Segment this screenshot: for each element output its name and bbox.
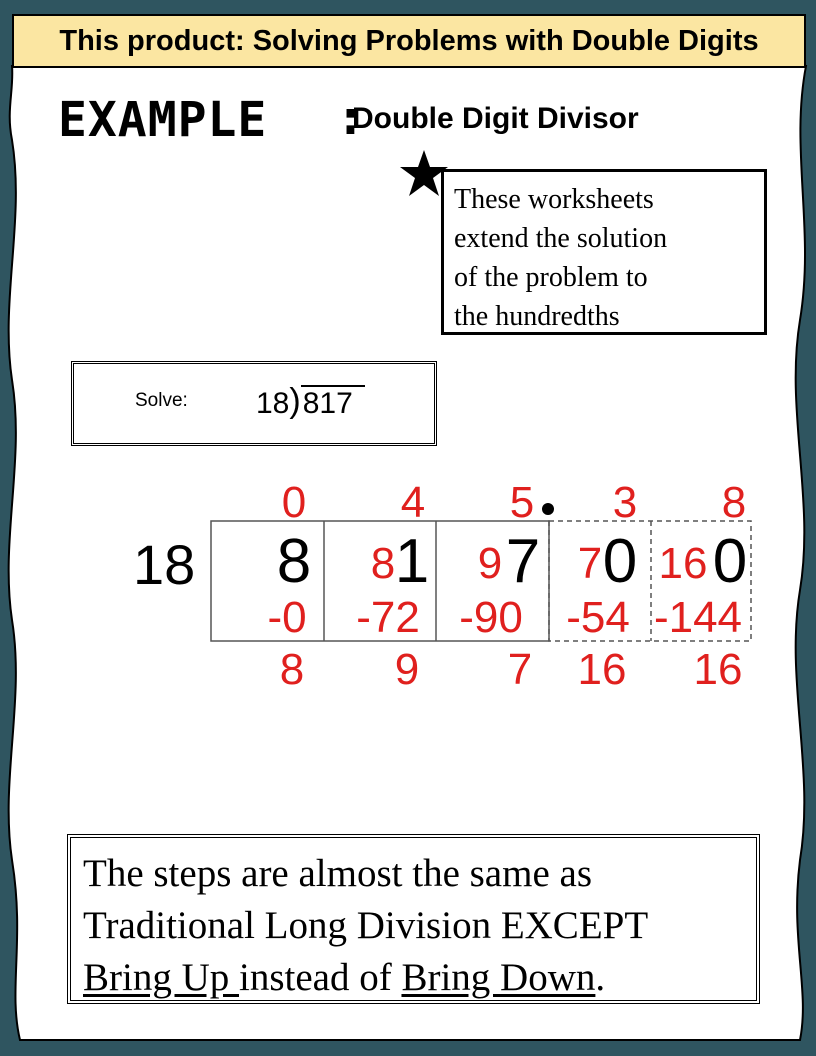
remainder-value: 16 [693, 645, 743, 694]
dividend-digit: 0 [712, 527, 748, 596]
solve-divisor: 18 [256, 387, 290, 420]
example-colon: : [336, 90, 365, 146]
dividend-digit: 8 [276, 527, 312, 596]
subtracted-value: -90 [459, 593, 523, 642]
product-banner: This product: Solving Problems with Double Digits [12, 14, 806, 68]
subtracted-value: -72 [356, 593, 420, 642]
brought-up-digit: 16 [658, 539, 708, 588]
example-subtitle: Double Digit Divisor [352, 102, 639, 135]
dividend-digit: 0 [602, 527, 638, 596]
solve-label: Solve: [135, 390, 188, 411]
subtracted-value: -0 [267, 593, 307, 642]
subtracted-value: -54 [566, 593, 630, 642]
remainder-value: 7 [507, 645, 533, 694]
remainder-value: 8 [279, 645, 305, 694]
brought-up-digit: 7 [577, 539, 603, 588]
steps-middle: instead of [239, 956, 402, 999]
work-divisor: 18 [133, 533, 196, 596]
steps-box [67, 834, 760, 1004]
steps-line-2: Traditional Long Division EXCEPT [83, 904, 649, 947]
decimal-point [542, 503, 554, 515]
steps-line-1: The steps are almost the same as [83, 852, 592, 895]
note-line: the hundredths [454, 301, 620, 332]
quotient-digit: 3 [612, 478, 638, 527]
quotient-digit: 8 [721, 478, 747, 527]
remainder-value: 9 [394, 645, 420, 694]
note-line: These worksheets [454, 184, 654, 215]
steps-line-3 [83, 952, 756, 1004]
quotient-digit: 0 [281, 478, 307, 527]
quotient-digit: 4 [400, 478, 426, 527]
brought-up-digit: 8 [370, 539, 396, 588]
subtracted-value: -144 [653, 593, 743, 642]
division-bracket-icon: ) [289, 382, 301, 420]
steps-end: . [595, 956, 606, 999]
bring-down-text: Bring Down [401, 956, 596, 999]
bring-up-text: Bring Up [83, 956, 239, 999]
dividend-digit: 7 [505, 527, 541, 596]
example-heading: EXAMPLE [58, 92, 268, 148]
quotient-digit: 5 [509, 478, 535, 527]
remainder-value: 16 [577, 645, 627, 694]
dividend-digit: 1 [394, 527, 430, 596]
note-line: extend the solution [454, 223, 668, 254]
note-line: of the problem to [454, 262, 648, 293]
brought-up-digit: 9 [477, 539, 503, 588]
solve-dividend: 817 [301, 385, 365, 420]
